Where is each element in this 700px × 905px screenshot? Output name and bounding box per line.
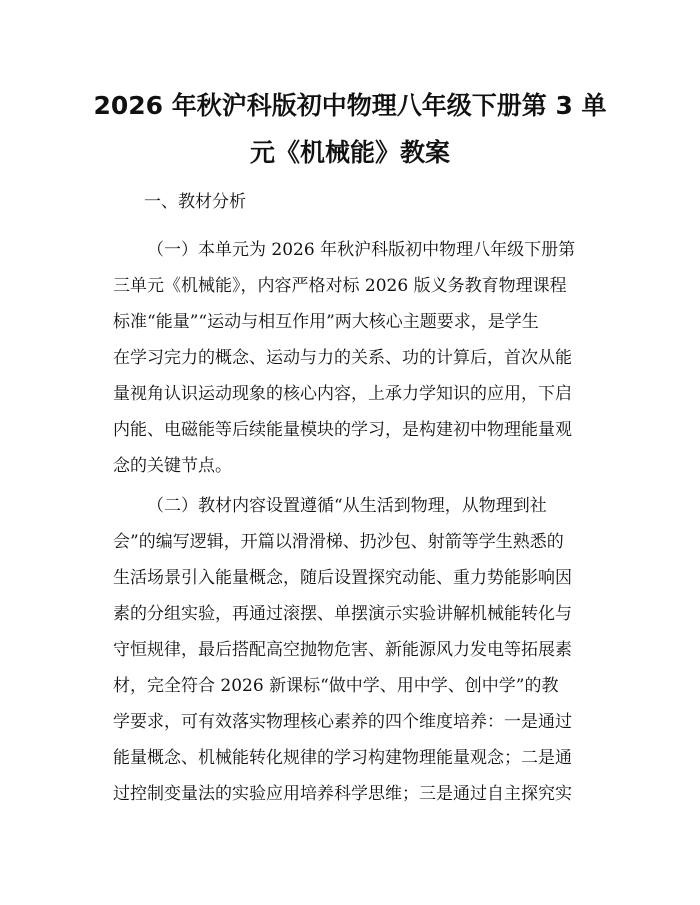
paragraph-1 bbox=[113, 232, 593, 484]
paragraph-2-line: 守恒规律，最后搭配高空抛物危害、新能源风力发电等拓展素 bbox=[113, 640, 572, 660]
paragraph-2-line: 学要求，可有效落实物理核心素养的四个维度培养：一是通过 bbox=[113, 712, 572, 732]
paragraph-2-line: （二）教材内容设置遵循“从生活到物理，从物理到社 bbox=[147, 496, 547, 516]
paragraph-1-line: 在学习完力的概念、运动与力的关系、功的计算后，首次从能 bbox=[113, 348, 572, 368]
title-line-1: 2026 年秋沪科版初中物理八年级下册第 3 单 bbox=[93, 91, 607, 120]
paragraph-2-line: 素的分组实验，再通过滚摆、单摆演示实验讲解机械能转化与 bbox=[113, 604, 572, 624]
paragraph-2-line: 生活场景引入能量概念，随后设置探究动能、重力势能影响因 bbox=[113, 568, 572, 588]
section-heading: 一、教材分析 bbox=[144, 192, 246, 212]
paragraph-1-line: 量视角认识运动现象的核心内容，上承力学知识的应用，下启 bbox=[113, 384, 572, 404]
document-title bbox=[86, 82, 614, 176]
title-line-2: 元《机械能》教案 bbox=[249, 138, 450, 167]
paragraph-2 bbox=[113, 488, 593, 812]
paragraph-2-line: 过控制变量法的实验应用培养科学思维；三是通过自主探究实 bbox=[113, 784, 572, 804]
paragraph-1-line: 三单元《机械能》，内容严格对标 2026 版义务教育物理课程 bbox=[113, 276, 567, 296]
paragraph-1-line: 标准“能量”“运动与相互作用”两大核心主题要求，是学生 bbox=[113, 312, 539, 332]
paragraph-2-line: 能量概念、机械能转化规律的学习构建物理能量观念；二是通 bbox=[113, 748, 572, 768]
paragraph-1-line: 内能、电磁能等后续能量模块的学习，是构建初中物理能量观 bbox=[113, 420, 572, 440]
paragraph-1-line: （一）本单元为 2026 年秋沪科版初中物理八年级下册第 bbox=[147, 240, 576, 260]
paragraph-2-line: 会”的编写逻辑，开篇以滑滑梯、扔沙包、射箭等学生熟悉的 bbox=[113, 532, 564, 552]
paragraph-1-line: 念的关键节点。 bbox=[113, 456, 232, 476]
paragraph-2-line: 材，完全符合 2026 新课标“做中学、用中学、创中学”的教 bbox=[113, 676, 559, 696]
